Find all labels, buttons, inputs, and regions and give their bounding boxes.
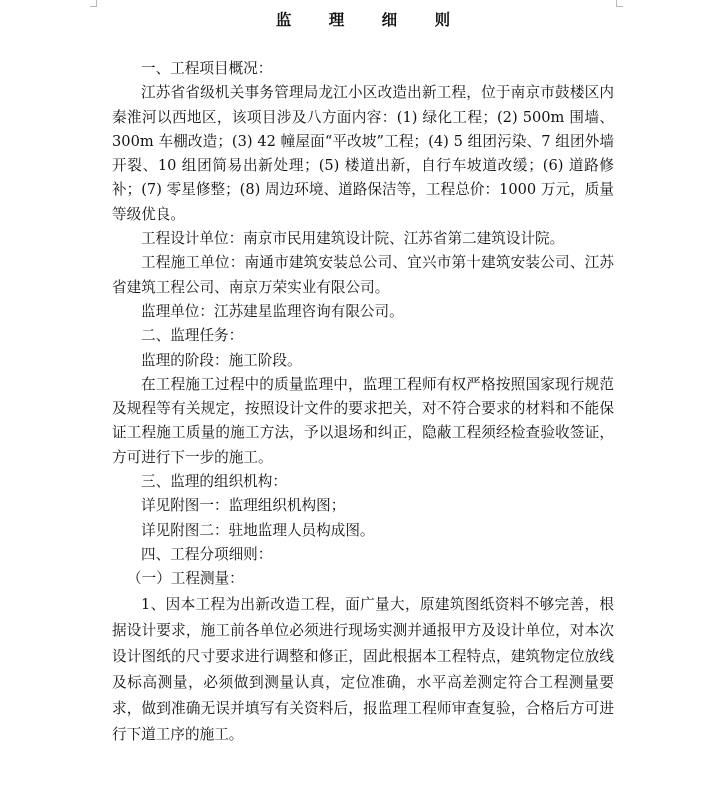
- paragraph-supervision-unit: 监理单位：江苏建星监理咨询有限公司。: [141, 302, 404, 320]
- subsection-heading-survey: （一）工程测量：: [127, 570, 244, 588]
- document-title: 监 理 细 则: [275, 10, 467, 29]
- paragraph-survey-rules: 1、因本工程为出新改造工程，面广量大，原建筑图纸资料不够完善，根据设计要求，施工前各单位必须进行现场实测并通报甲方及设计单位，对本次设计图纸的尺寸要求进行调整和修正，固此根据本工程特点，建筑物定位放线及标高测量，必须做到测量认真，定位准确，水平高差测定符合工程测量要求，做到准确无误并填写有关资料后，报监理工程师审查复验，合格后方可进行下道工序的施工。: [112, 595, 614, 743]
- paragraph-construction-units: 工程施工单位：南通市建筑安装总公司、宜兴市第十建筑安装公司、江苏省建筑工程公司、南京万荣实业有限公司。: [112, 254, 614, 296]
- paragraph-supervision-stage: 监理的阶段：施工阶段。: [141, 351, 302, 369]
- document-page: [112, 6, 614, 748]
- crop-mark-left-horizontal: [90, 6, 97, 7]
- crop-mark-right-horizontal: [616, 6, 623, 7]
- paragraph-appendix-one: 详见附图一：监理组织机构图；: [141, 497, 346, 515]
- section-heading-overview: 一、工程项目概况：: [141, 60, 273, 77]
- paragraph-quality-supervision: 在工程施工过程中的质量监理中，监理工程师有权严格按照国家现行规范及规程等有关规定，按照设计文件的要求把关，对不符合要求的材料和不能保证工程施工质量的施工方法，予以退场和纠正，隐蔽工程须经检查验收签证，方可进行下一步的施工。: [112, 375, 614, 466]
- paragraph-appendix-two: 详见附图二：驻地监理人员构成图。: [141, 521, 375, 539]
- section-heading-tasks: 二、监理任务：: [141, 327, 244, 345]
- paragraph-design-units: 工程设计单位：南京市民用建筑设计院、江苏省第二建筑设计院。: [141, 230, 565, 248]
- paragraph-project-overview: 江苏省省级机关事务管理局龙江小区改造出新工程，位于南京市鼓楼区内秦淮河以西地区，该项目涉及八方面内容：(1) 绿化工程；(2) 500m 围墙、300m 车棚改造；(3) 42 幢屋面“平改坡”工程；(4) 5 组团污染、7 组团外墙开裂、10 组团简易出新处理；(5) 楼道出新，自行车坡道改缓；(6) 道路修补；(7) 零星修整；(8) 周边环境、道路保洁等，工程总价：1000 万元，质量等级优良。: [112, 84, 614, 223]
- section-heading-organization: 三、监理的组织机构：: [141, 473, 287, 491]
- section-heading-rules: 四、工程分项细则：: [141, 545, 273, 563]
